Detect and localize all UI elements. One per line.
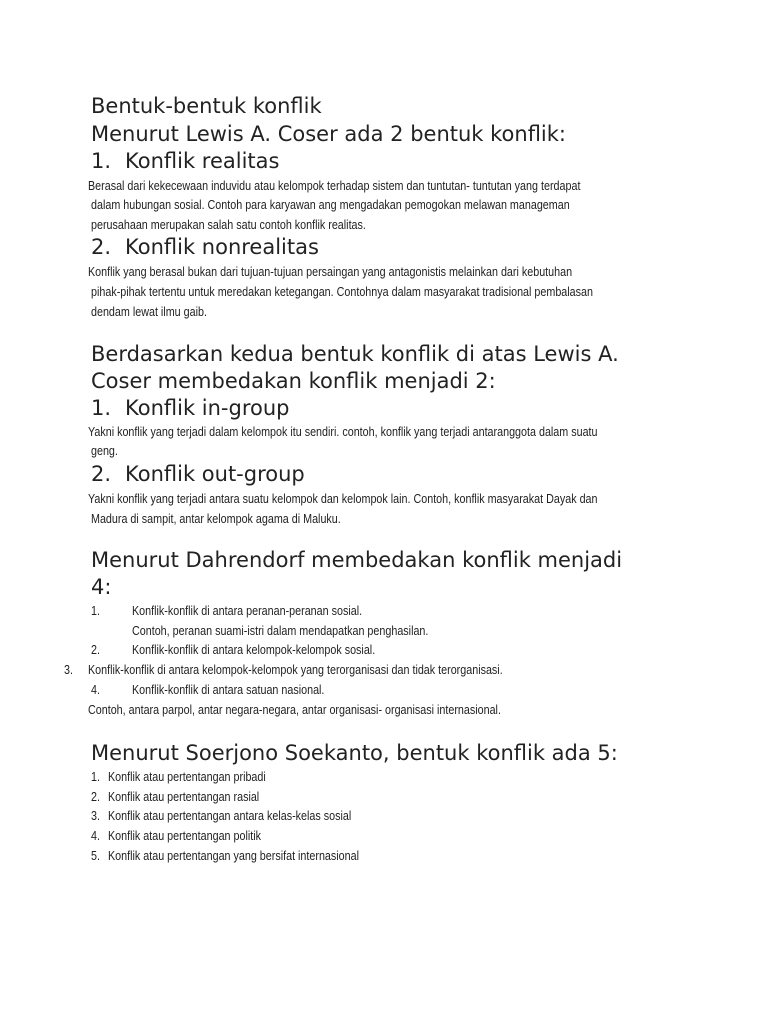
subheading: [91, 461, 305, 487]
list-item: Konflik atau pertentangan antara kelas-kelas sosial: [108, 809, 352, 823]
list-number: 1.: [91, 149, 112, 173]
list-item: Konflik-konflik di antara satuan nasional.: [132, 683, 325, 697]
paragraph-line: Madura di sampit, antar kelompok agama di Maluku.: [91, 512, 341, 526]
section-intro: Coser membedakan konflik menjadi 2:: [91, 369, 496, 393]
section-intro: Berdasarkan kedua bentuk konflik di atas Lewis A.: [91, 342, 619, 366]
paragraph-line: perusahaan merupakan salah satu contoh konflik realitas.: [91, 218, 366, 232]
subheading-text: Konflik in-group: [125, 396, 290, 420]
subheading-text: Konflik out-group: [125, 462, 305, 486]
paragraph-line: Berasal dari kekecewaan induvidu atau kelompok terhadap sistem dan tuntutan- tuntutan yang terdapat: [88, 179, 581, 193]
list-item: Konflik-konflik di antara kelompok-kelompok yang terorganisasi dan tidak terorganisasi.: [88, 663, 503, 677]
section-intro: Menurut Dahrendorf membedakan konflik menjadi: [91, 548, 623, 572]
subheading: [91, 234, 319, 260]
subheading-text: Konflik realitas: [125, 149, 280, 173]
paragraph-line: pihak-pihak tertentu untuk meredakan ketegangan. Contohnya dalam masyarakat tradisional pembalasan: [91, 285, 593, 299]
list-number: 3.: [91, 809, 100, 823]
paragraph-line: Yakni konflik yang terjadi antara suatu kelompok dan kelompok lain. Contoh, konflik masyarakat Dayak dan: [88, 492, 598, 506]
list-number: 1.: [91, 604, 100, 618]
section-intro: 4:: [91, 575, 112, 599]
list-number: 5.: [91, 849, 100, 863]
subheading-text: Konflik nonrealitas: [125, 235, 319, 259]
paragraph-line: geng.: [91, 444, 118, 458]
list-number: 3.: [64, 663, 73, 677]
list-number: 1.: [91, 770, 100, 784]
list-item: Konflik atau pertentangan pribadi: [108, 770, 266, 784]
section-intro: Menurut Lewis A. Coser ada 2 bentuk konflik:: [91, 122, 567, 146]
list-item: Konflik atau pertentangan politik: [108, 829, 261, 843]
list-number: 2.: [91, 790, 100, 804]
subheading: [91, 395, 290, 421]
section-intro: Menurut Soerjono Soekanto, bentuk konflik ada 5:: [91, 741, 618, 765]
list-item: Contoh, antara parpol, antar negara-negara, antar organisasi- organisasi internasional.: [88, 703, 501, 717]
page-title: Bentuk-bentuk konflik: [91, 94, 322, 118]
paragraph-line: Yakni konflik yang terjadi dalam kelompok itu sendiri. contoh, konflik yang terjadi antaranggota dalam suatu: [88, 425, 598, 439]
list-item: Contoh, peranan suami-istri dalam mendapatkan penghasilan.: [132, 624, 429, 638]
paragraph-line: dendam lewat ilmu gaib.: [91, 305, 207, 319]
list-number: 1.: [91, 396, 112, 420]
list-number: 4.: [91, 683, 100, 697]
subheading: [91, 148, 279, 174]
paragraph-line: Konflik yang berasal bukan dari tujuan-tujuan persaingan yang antagonistis melainkan dari kebutuhan: [88, 265, 573, 279]
list-number: 2.: [91, 235, 112, 259]
list-number: 4.: [91, 829, 100, 843]
list-item: Konflik atau pertentangan yang bersifat internasional: [108, 849, 360, 863]
paragraph-line: dalam hubungan sosial. Contoh para karyawan ang mengadakan pemogokan melawan manageman: [91, 198, 570, 212]
list-number: 2.: [91, 462, 112, 486]
list-item: Konflik atau pertentangan rasial: [108, 790, 260, 804]
list-number: 2.: [91, 643, 100, 657]
list-item: Konflik-konflik di antara kelompok-kelompok sosial.: [132, 643, 376, 657]
list-item: Konflik-konflik di antara peranan-peranan sosial.: [132, 604, 363, 618]
